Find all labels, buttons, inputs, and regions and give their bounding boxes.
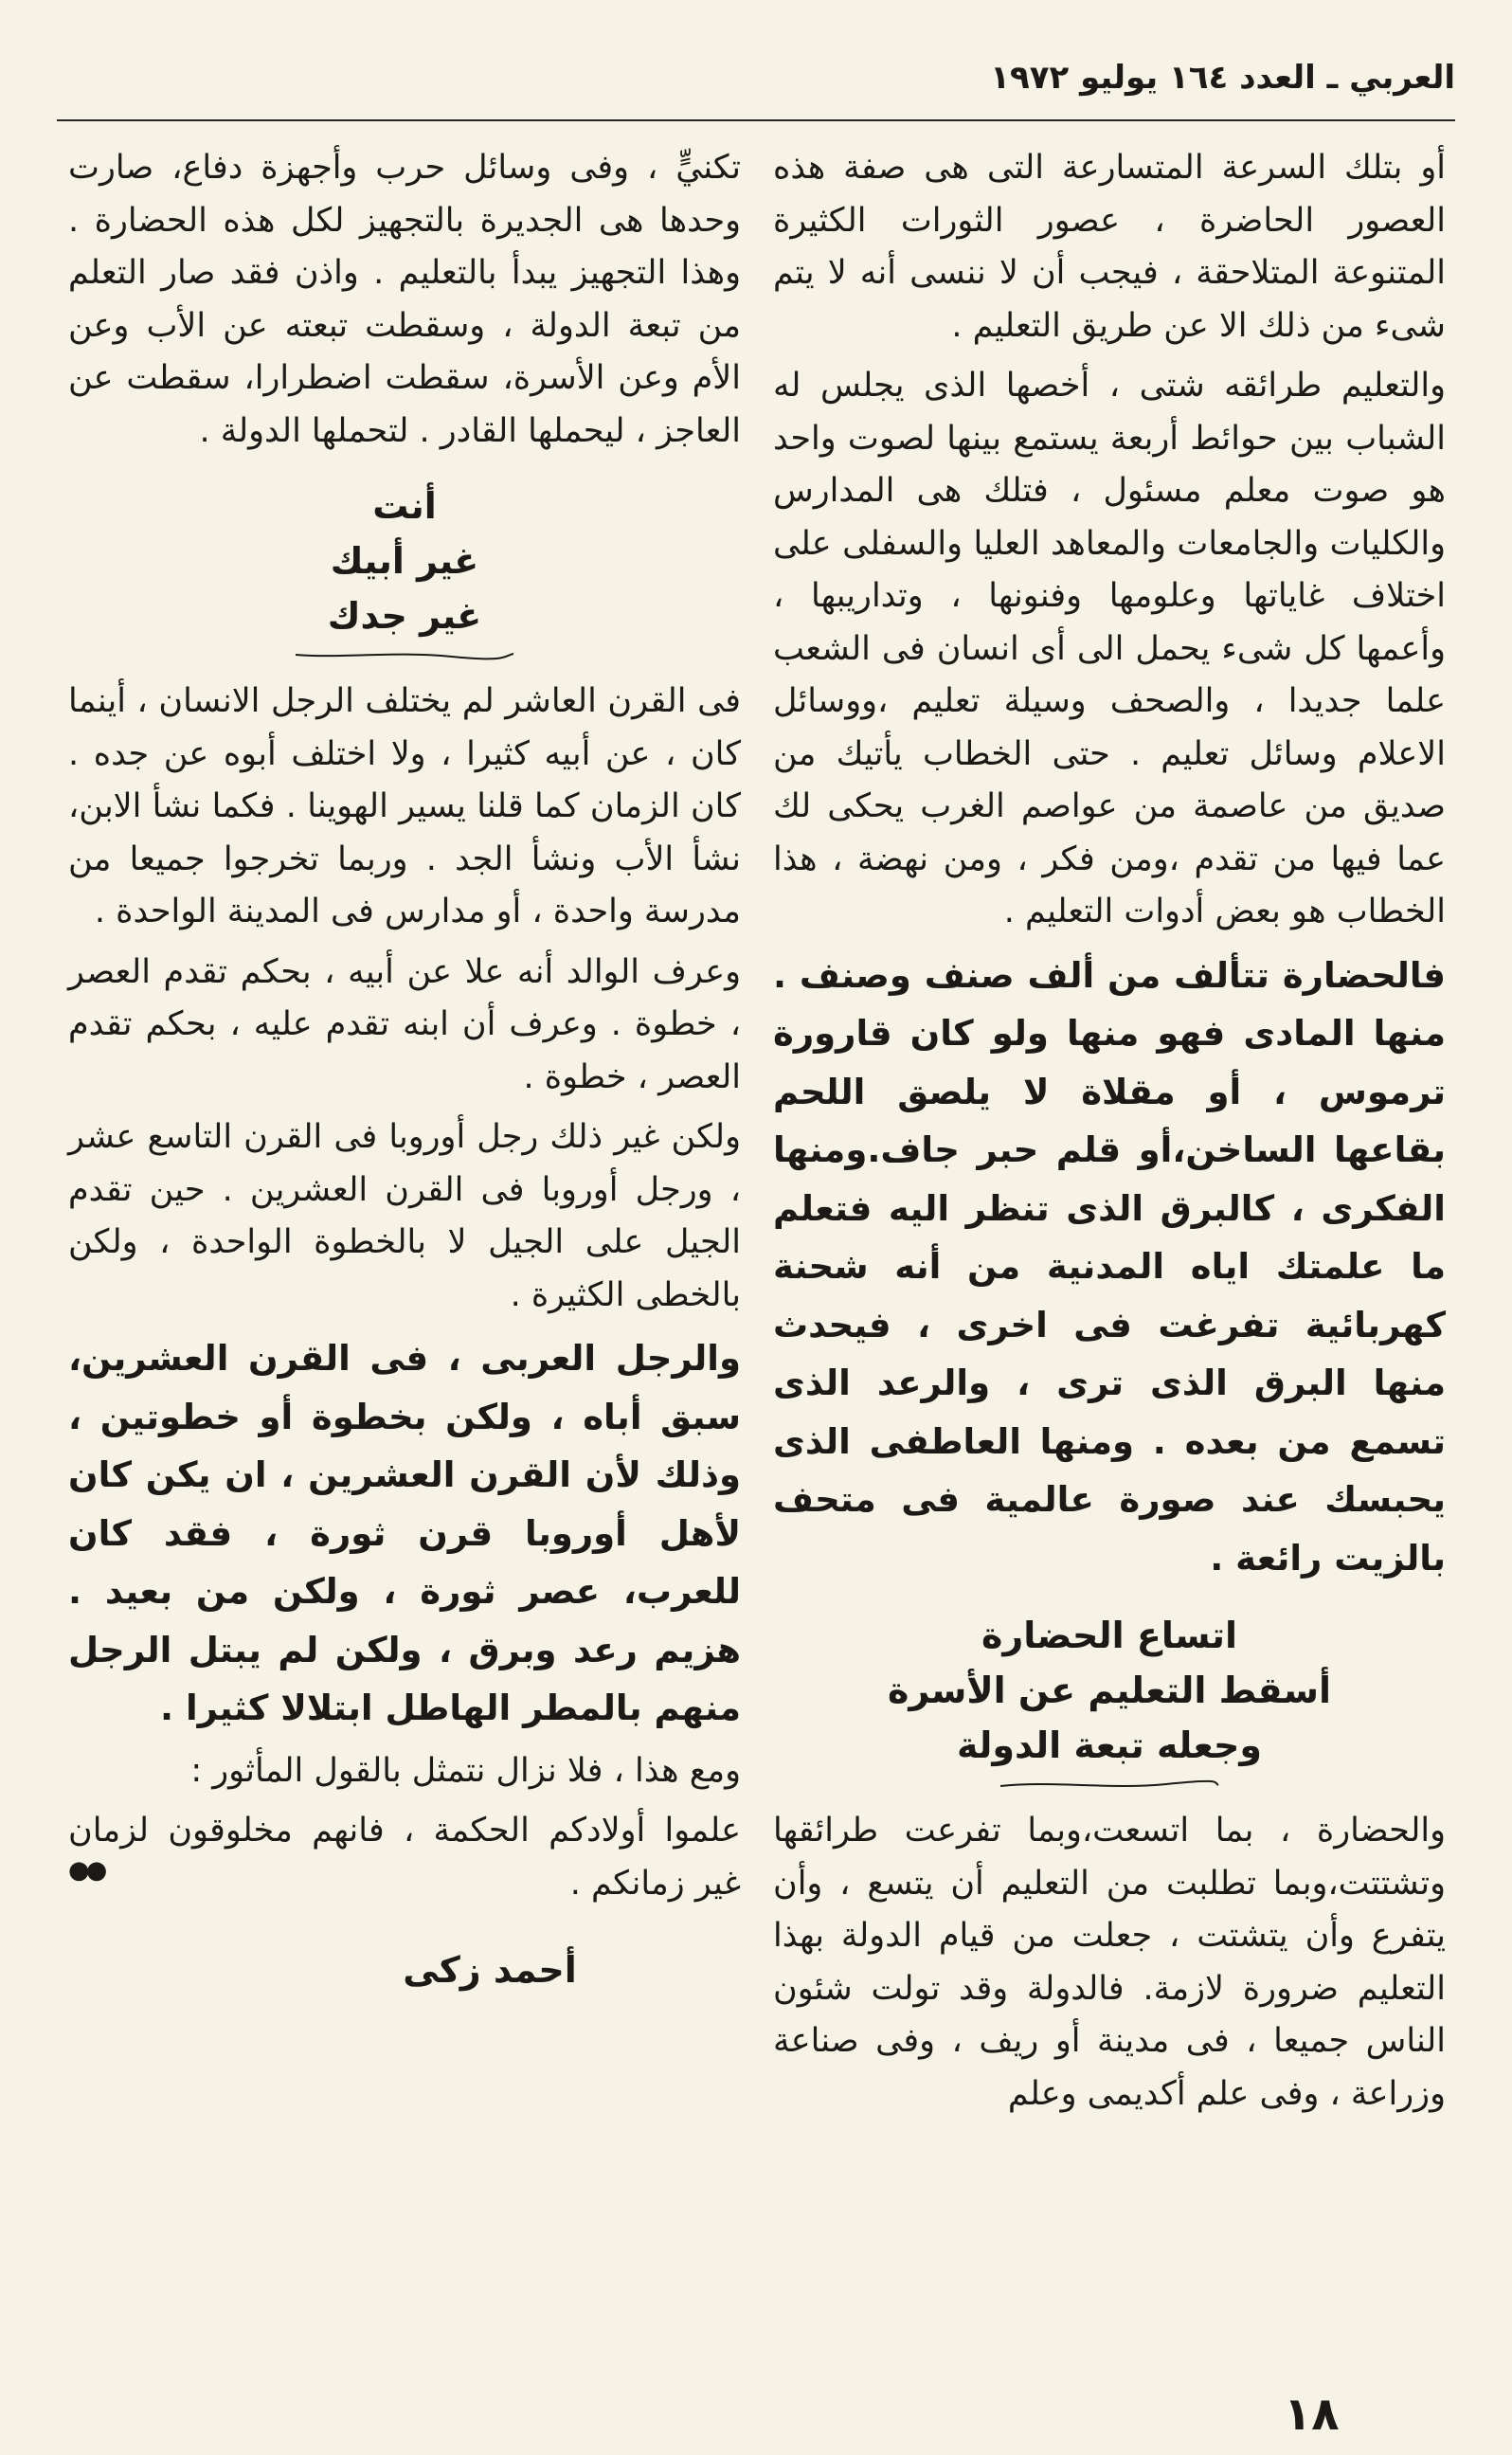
subheading-line: وجعله تبعة الدولة bbox=[957, 1724, 1262, 1766]
ornament-divider bbox=[291, 647, 518, 662]
running-head: العربي ـ العدد ١٦٤ يوليو ١٩٧٢ bbox=[990, 59, 1455, 97]
subheading-line: غير جدك bbox=[327, 595, 482, 637]
subheading-line: أسقط التعليم عن الأسرة bbox=[887, 1670, 1332, 1711]
body-paragraph: فى القرن العاشر لم يختلف الرجل الانسان ، أينما كان ، عن أبيه كثيرا ، ولا اختلف أبوه عن جده . كان الزمان كما قلنا يسير الهوينا . فكما نشأ الابن، نشأ الأب ونشأ الجد . وربما تخرجوا جميعا من مدرسة واحدة ، أو مدارس فى المدينة الواحدة . bbox=[68, 682, 741, 930]
body-paragraph: ولكن غير ذلك رجل أوروبا فى القرن التاسع عشر ، ورجل أوروبا فى القرن العشرين . حين تقدم الجيل على الجيل لا بالخطوة الواحدة ، ولكن بالخطى الكثيرة . bbox=[68, 1118, 741, 1314]
quote-block bbox=[68, 1805, 741, 1910]
body-paragraph: تكنيٍّ ، وفى وسائل حرب وأجهزة دفاع، صارت وحدها هى الجديرة بالتجهيز لكل هذه الحضارة . وهذا التجهيز يبدأ بالتعليم . واذن فقد صار التعلم من تبعة الدولة ، وسقطت تبعته عن الأب وعن الأم وعن الأسرة، سقطت اضطرارا، سقطت عن العاجز ، ليحملها القادر . لتحملها الدولة . bbox=[68, 149, 741, 450]
author-name: أحمد زكى bbox=[403, 1949, 577, 1991]
subheading-line: غير أبيك bbox=[330, 540, 479, 582]
ornament-divider bbox=[996, 1777, 1223, 1792]
body-paragraph: والتعليم طرائقه شتى ، أخصها الذى يجلس له الشباب بين حوائط أربعة يستمع بينها لصوت واحد هو صوت معلم مسئول ، فتلك هى المدارس والكليات والجامعات والمعاهد العليا والسفلى على اختلاف غاياتها وعلومها وفنونها ، وتداريبها ، وأعمها كل شىء يحمل الى أى انسان فى الشعب علما جديدا ، والصحف وسيلة تعليم ،ووسائل الاعلام وسائل تعليم . حتى الخطاب يأتيك من صديق من عاصمة من عواصم الغرب يحكى لك عما فيها من تقدم ،ومن فكر ، ومن نهضة ، هذا الخطاب هو بعض أدوات التعليم . bbox=[773, 367, 1446, 930]
quote: علموا أولادكم الحكمة ، فانهم مخلوقون لزمان غير زمانكم . bbox=[68, 1812, 741, 1903]
section-subheading bbox=[773, 1608, 1446, 1773]
page-number: ١٨ bbox=[1284, 2388, 1340, 2441]
body-paragraph: أو بتلك السرعة المتسارعة التى هى صفة هذه العصور الحاضرة ، عصور الثورات الكثيرة المتنوعة المتلاحقة ، فيجب أن لا ننسى أنه لا يتم شىء من ذلك الا عن طريق التعليم . bbox=[773, 149, 1446, 345]
section-subheading bbox=[68, 478, 741, 643]
right-column bbox=[773, 142, 1446, 2128]
body-paragraph: وعرف الوالد أنه علا عن أبيه ، بحكم تقدم العصر ، خطوة . وعرف أن ابنه تقدم عليه ، بحكم تقدم العصر ، خطوة . bbox=[68, 952, 741, 1096]
bold-paragraph: فالحضارة تتألف من ألف صنف وصنف . منها المادى فهو منها ولو كان قارورة ترموس ، أو مقلاة لا يلصق اللحم بقاعها الساخن،أو قلم حبر جاف.ومنها الفكرى ، كالبرق الذى تنظر اليه فتعلم ما علمتك اياه المدنية من أنه شحنة كهربائية تفرغت فى اخرى ، فيحدث منها البرق الذى ترى ، والرعد الذى تسمع من بعده . ومنها العاطفى الذى يحبسك عند صورة عالمية فى متحف بالزيت رائعة . bbox=[773, 954, 1446, 1579]
left-column bbox=[68, 142, 741, 1997]
body-paragraph: ومع هذا ، فلا نزال نتمثل بالقول المأثور : bbox=[190, 1751, 741, 1790]
subheading-line: اتساع الحضارة bbox=[981, 1615, 1238, 1656]
header-rule bbox=[57, 119, 1455, 121]
subheading-line: أنت bbox=[372, 485, 437, 527]
bold-paragraph: والرجل العربى ، فى القرن العشرين، سبق أباه ، ولكن بخطوة أو خطوتين ، وذلك لأن القرن العشرين ، ان يكن كان لأهل أوروبا قرن ثورة ، فقد كان للعرب، عصر ثورة ، ولكن من بعيد . هزيم رعد وبرق ، ولكن لم يبتل الرجل منهم بالمطر الهاطل ابتلالا كثيرا . bbox=[68, 1338, 741, 1728]
end-mark-icon: ●● bbox=[68, 1855, 104, 1885]
body-paragraph: والحضارة ، بما اتسعت،وبما تفرعت طرائقها وتشتتت،وبما تطلبت من التعليم أن يتسع ، وأن يتفرع وأن يتشتت ، جعلت من قيام الدولة بهذا التعليم ضرورة لازمة. فالدولة وقد تولت شئون الناس جميعا ، فى مدينة أو ريف ، وفى صناعة وزراعة ، وفى علم أكديمى وعلم bbox=[773, 1812, 1446, 2113]
